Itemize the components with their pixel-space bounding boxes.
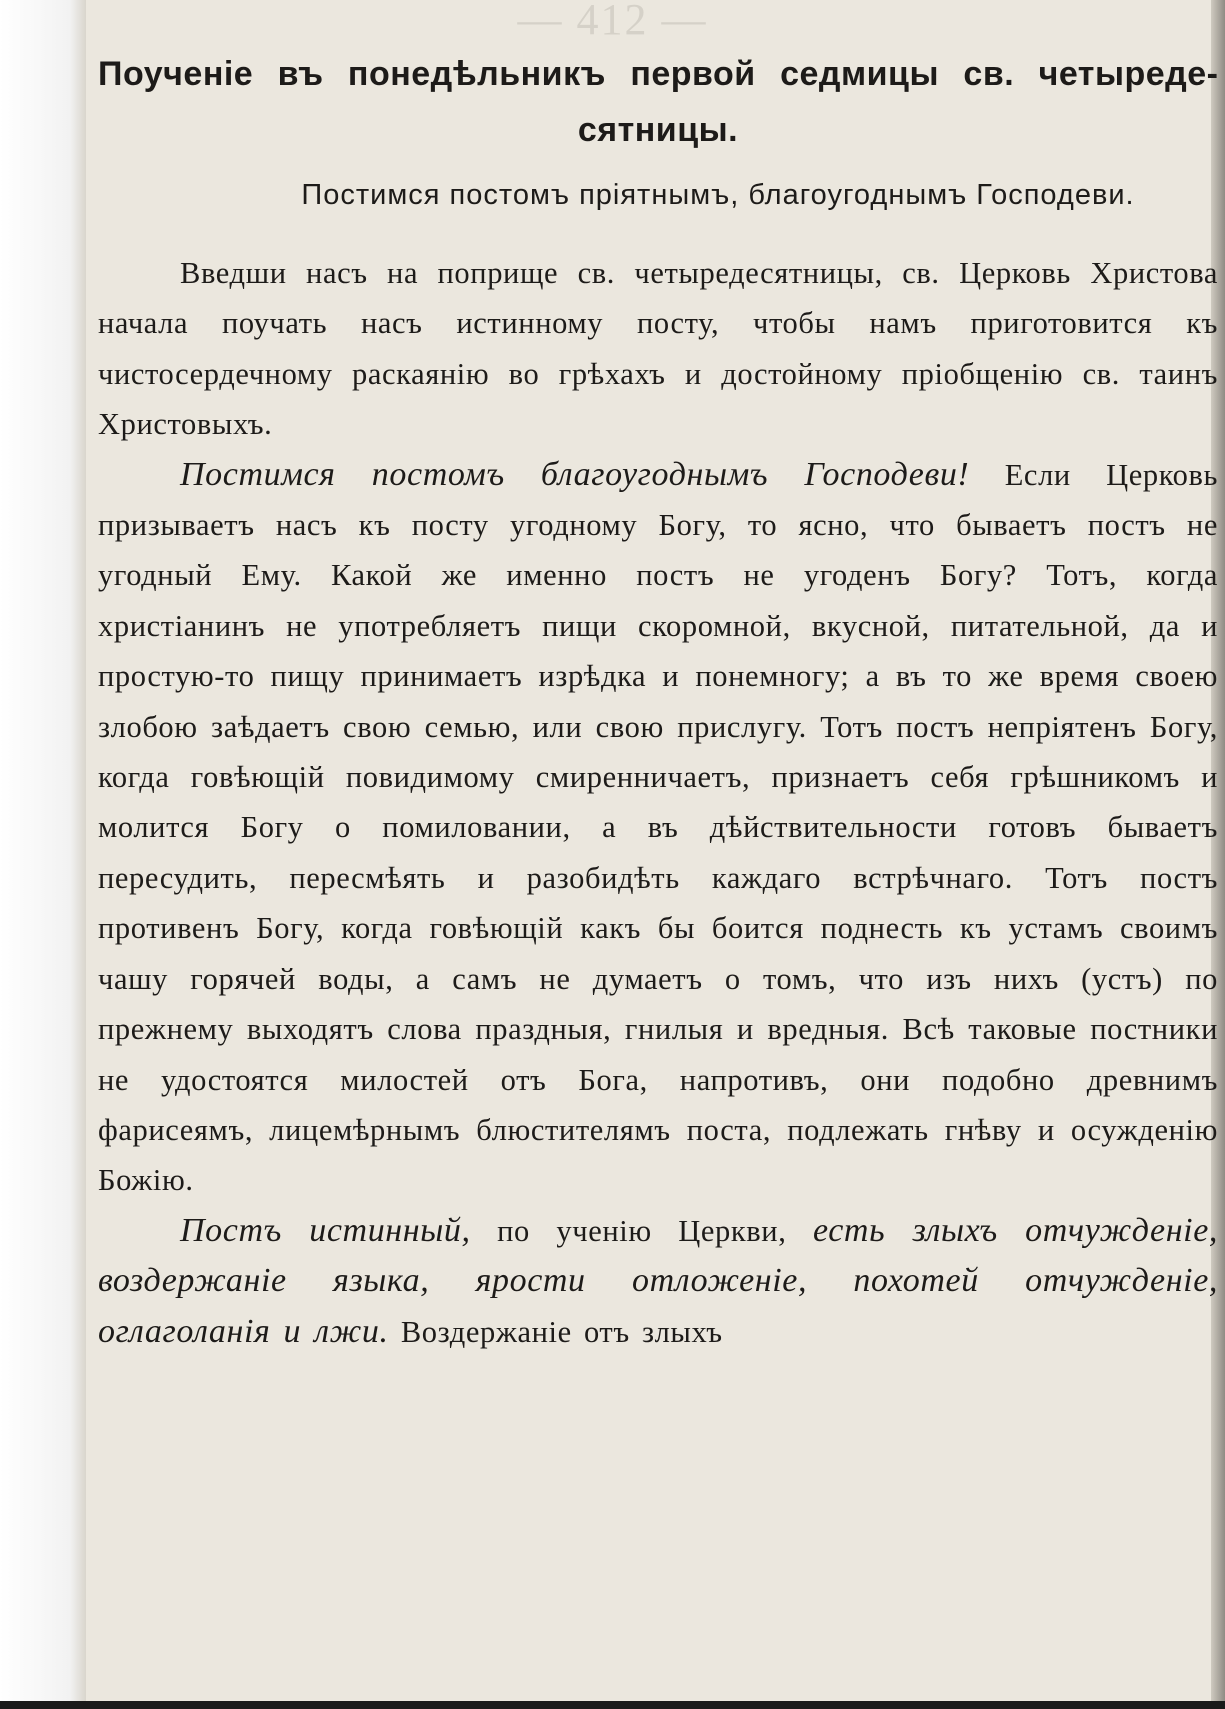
page-number: — 412 —	[517, 0, 708, 44]
paragraph-3-lead: Постъ истинный,	[180, 1211, 471, 1249]
scan-bottom-edge	[0, 1701, 1225, 1709]
paragraph-2-lead: Постимся постомъ благоугоднымъ Господеви!	[180, 455, 970, 493]
scan-left-margin	[0, 0, 86, 1709]
paragraph-2-text: Если Церковь призываетъ насъ къ посту угодному Богу, то ясно, что бываетъ постъ не угодный Ему. Какой же именно постъ не угоденъ Богу? Тотъ, когда христіанинъ не употребляетъ пищи скоромной, вкусной, питательной, да и простую-то пищу принимаетъ изрѣдка и понемногу; а въ то же время своею злобою заѣдаетъ свою семью, или свою прислугу. Тотъ постъ непріятенъ Богу, когда говѣющій повидимому смиренничаетъ, признаетъ себя грѣшникомъ и молится Богу о помиловании, а въ дѣйствительности готовъ бываетъ пересудить, пересмѣять и разобидѣть каждаго встрѣчнаго. Тотъ постъ противенъ Богу, когда говѣющій какъ бы боится поднесть къ устамъ своимъ чашу горячей воды, а самъ не думаетъ о томъ, что изъ нихъ (устъ) по прежнему выходятъ слова праздныя, гнилыя и вредныя. Всѣ таковые постники не удостоятся милостей отъ Бога, напротивъ, они подобно древнимъ фарисеямъ, лицемѣрнымъ блюстителямъ поста, подлежать гнѣву и осужденію Божію.	[98, 457, 1218, 1198]
paragraph-3-italic-tail: есть злыхъ отчужденіе, воздержаніе языка, ярости отложеніе, похотей отчужденіе, оглаголанія и лжи.	[98, 1211, 1218, 1350]
sermon-title: Поученіе въ понедѣльникъ первой седмицы св. четыредесятницы.	[98, 55, 1218, 149]
text-block	[98, 46, 1218, 1357]
epigraph: Постимся постомъ пріятнымъ, благоугоднымъ Господеви.	[301, 179, 1135, 211]
paragraph-3-text: по ученію Церкви,	[470, 1213, 813, 1248]
paragraph-3	[98, 1206, 1218, 1357]
paragraph-1	[98, 248, 1218, 450]
paragraph-2	[98, 450, 1218, 1206]
paragraph-1-text: Введши насъ на поприще св. четыредесятницы, св. Церковь Христова начала поучать насъ истинному посту, чтобы намъ приготовится къ чистосердечному раскаянію во грѣхахъ и достойному пріобщенію св. таинъ Христовыхъ.	[98, 256, 1218, 442]
paragraph-3-text-tail: Воздержаніе отъ злыхъ	[388, 1314, 723, 1349]
